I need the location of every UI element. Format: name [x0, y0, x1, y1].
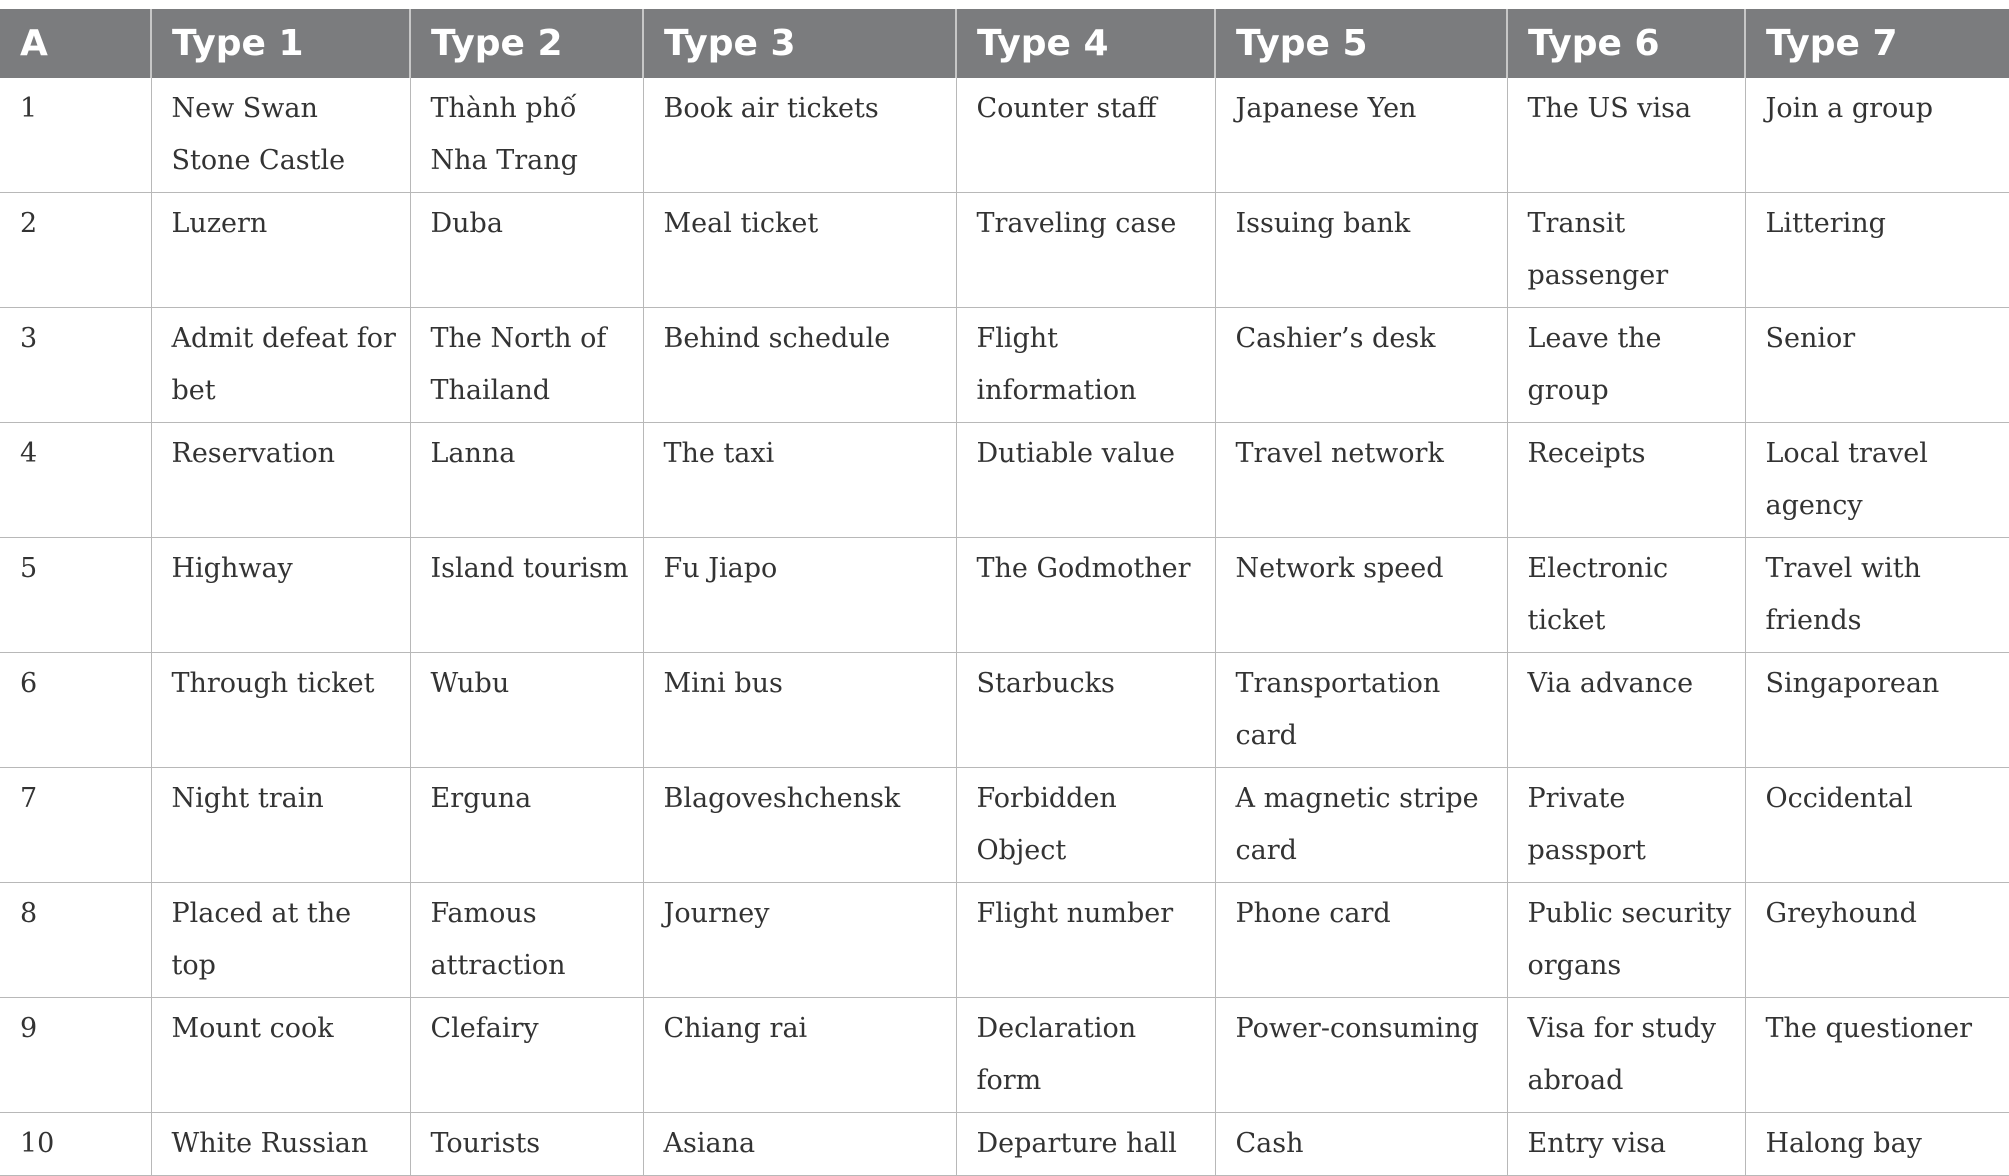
table-cell: Occidental [1745, 768, 2009, 883]
table-cell: Forbidden Object [956, 768, 1215, 883]
table-cell: Luzern [151, 193, 410, 308]
table-cell: Greyhound [1745, 883, 2009, 998]
table-row [0, 423, 2009, 538]
table-cell: White Russian [151, 1113, 410, 1176]
table-cell: Electronic ticket [1507, 538, 1745, 653]
table-row [0, 78, 2009, 193]
table-cell: Departure hall [956, 1113, 1215, 1176]
table-cell: Halong bay [1745, 1113, 2009, 1176]
table-cell: Littering [1745, 193, 2009, 308]
table-cell: A magnetic stripe card [1215, 768, 1507, 883]
table-row [0, 308, 2009, 423]
table-cell: Counter staff [956, 78, 1215, 193]
travel-terms-table [0, 9, 2009, 1176]
table-cell: Phone card [1215, 883, 1507, 998]
table-cell: The Godmother [956, 538, 1215, 653]
header-type-2: Type 2 [410, 9, 643, 78]
table-cell: Chiang rai [643, 998, 956, 1113]
table-cell: The taxi [643, 423, 956, 538]
table-cell: Tourists [410, 1113, 643, 1176]
table-cell: 6 [0, 653, 151, 768]
table-cell: The questioner [1745, 998, 2009, 1113]
header-type-4: Type 4 [956, 9, 1215, 78]
table-cell: Book air tickets [643, 78, 956, 193]
table-cell: Travel network [1215, 423, 1507, 538]
table-cell: Lanna [410, 423, 643, 538]
header-type-5: Type 5 [1215, 9, 1507, 78]
table-cell: Highway [151, 538, 410, 653]
table-cell: 10 [0, 1113, 151, 1176]
table-cell: Senior [1745, 308, 2009, 423]
table-cell: Join a group [1745, 78, 2009, 193]
table-cell: Famous attraction [410, 883, 643, 998]
table-cell: Declaration form [956, 998, 1215, 1113]
table-row [0, 883, 2009, 998]
table-cell: Through ticket [151, 653, 410, 768]
table-cell: Power-consuming [1215, 998, 1507, 1113]
header-a: A [0, 9, 151, 78]
table-cell: Public security organs [1507, 883, 1745, 998]
table-cell: Behind schedule [643, 308, 956, 423]
table-cell: Island tourism [410, 538, 643, 653]
table-cell: The North of Thailand [410, 308, 643, 423]
table-cell: New Swan Stone Castle [151, 78, 410, 193]
table-cell: Local travel agency [1745, 423, 2009, 538]
table-cell: Transit passenger [1507, 193, 1745, 308]
table-cell: Flight number [956, 883, 1215, 998]
table-cell: Blagoveshchensk [643, 768, 956, 883]
table-cell: Fu Jiapo [643, 538, 956, 653]
header-type-7: Type 7 [1745, 9, 2009, 78]
table-cell: Asiana [643, 1113, 956, 1176]
table-cell: Japanese Yen [1215, 78, 1507, 193]
table-cell: Mini bus [643, 653, 956, 768]
table-cell: Traveling case [956, 193, 1215, 308]
table-cell: 8 [0, 883, 151, 998]
header-type-1: Type 1 [151, 9, 410, 78]
table-cell: Issuing bank [1215, 193, 1507, 308]
table-cell: Via advance [1507, 653, 1745, 768]
table-cell: Private passport [1507, 768, 1745, 883]
table-cell: 7 [0, 768, 151, 883]
table-row [0, 998, 2009, 1113]
header-row [0, 9, 2009, 78]
table-cell: 2 [0, 193, 151, 308]
table-cell: Night train [151, 768, 410, 883]
table-cell: Meal ticket [643, 193, 956, 308]
table-row [0, 768, 2009, 883]
table-row [0, 193, 2009, 308]
table-cell: Thành phố Nha Trang [410, 78, 643, 193]
header-type-6: Type 6 [1507, 9, 1745, 78]
table-row [0, 1113, 2009, 1176]
table-cell: 1 [0, 78, 151, 193]
table-cell: Reservation [151, 423, 410, 538]
table-cell: Transportation card [1215, 653, 1507, 768]
table-cell: Singaporean [1745, 653, 2009, 768]
table-cell: Erguna [410, 768, 643, 883]
table-cell: Flight information [956, 308, 1215, 423]
table-cell: Mount cook [151, 998, 410, 1113]
table-cell: Entry visa [1507, 1113, 1745, 1176]
table-cell: Admit defeat for bet [151, 308, 410, 423]
table-cell: Starbucks [956, 653, 1215, 768]
table-cell: Wubu [410, 653, 643, 768]
table-cell: 5 [0, 538, 151, 653]
table-cell: Cashier’s desk [1215, 308, 1507, 423]
table-cell: Dutiable value [956, 423, 1215, 538]
table-cell: Duba [410, 193, 643, 308]
table-cell: Journey [643, 883, 956, 998]
table-cell: 3 [0, 308, 151, 423]
table-cell: Visa for study abroad [1507, 998, 1745, 1113]
table-cell: 4 [0, 423, 151, 538]
table-cell: Placed at the top [151, 883, 410, 998]
table-cell: The US visa [1507, 78, 1745, 193]
table-cell: Clefairy [410, 998, 643, 1113]
table-cell: 9 [0, 998, 151, 1113]
table-cell: Network speed [1215, 538, 1507, 653]
table-row [0, 653, 2009, 768]
data-table-container [0, 9, 2009, 1176]
table-cell: Receipts [1507, 423, 1745, 538]
table-cell: Cash [1215, 1113, 1507, 1176]
header-type-3: Type 3 [643, 9, 956, 78]
table-cell: Travel with friends [1745, 538, 2009, 653]
table-row [0, 538, 2009, 653]
table-cell: Leave the group [1507, 308, 1745, 423]
